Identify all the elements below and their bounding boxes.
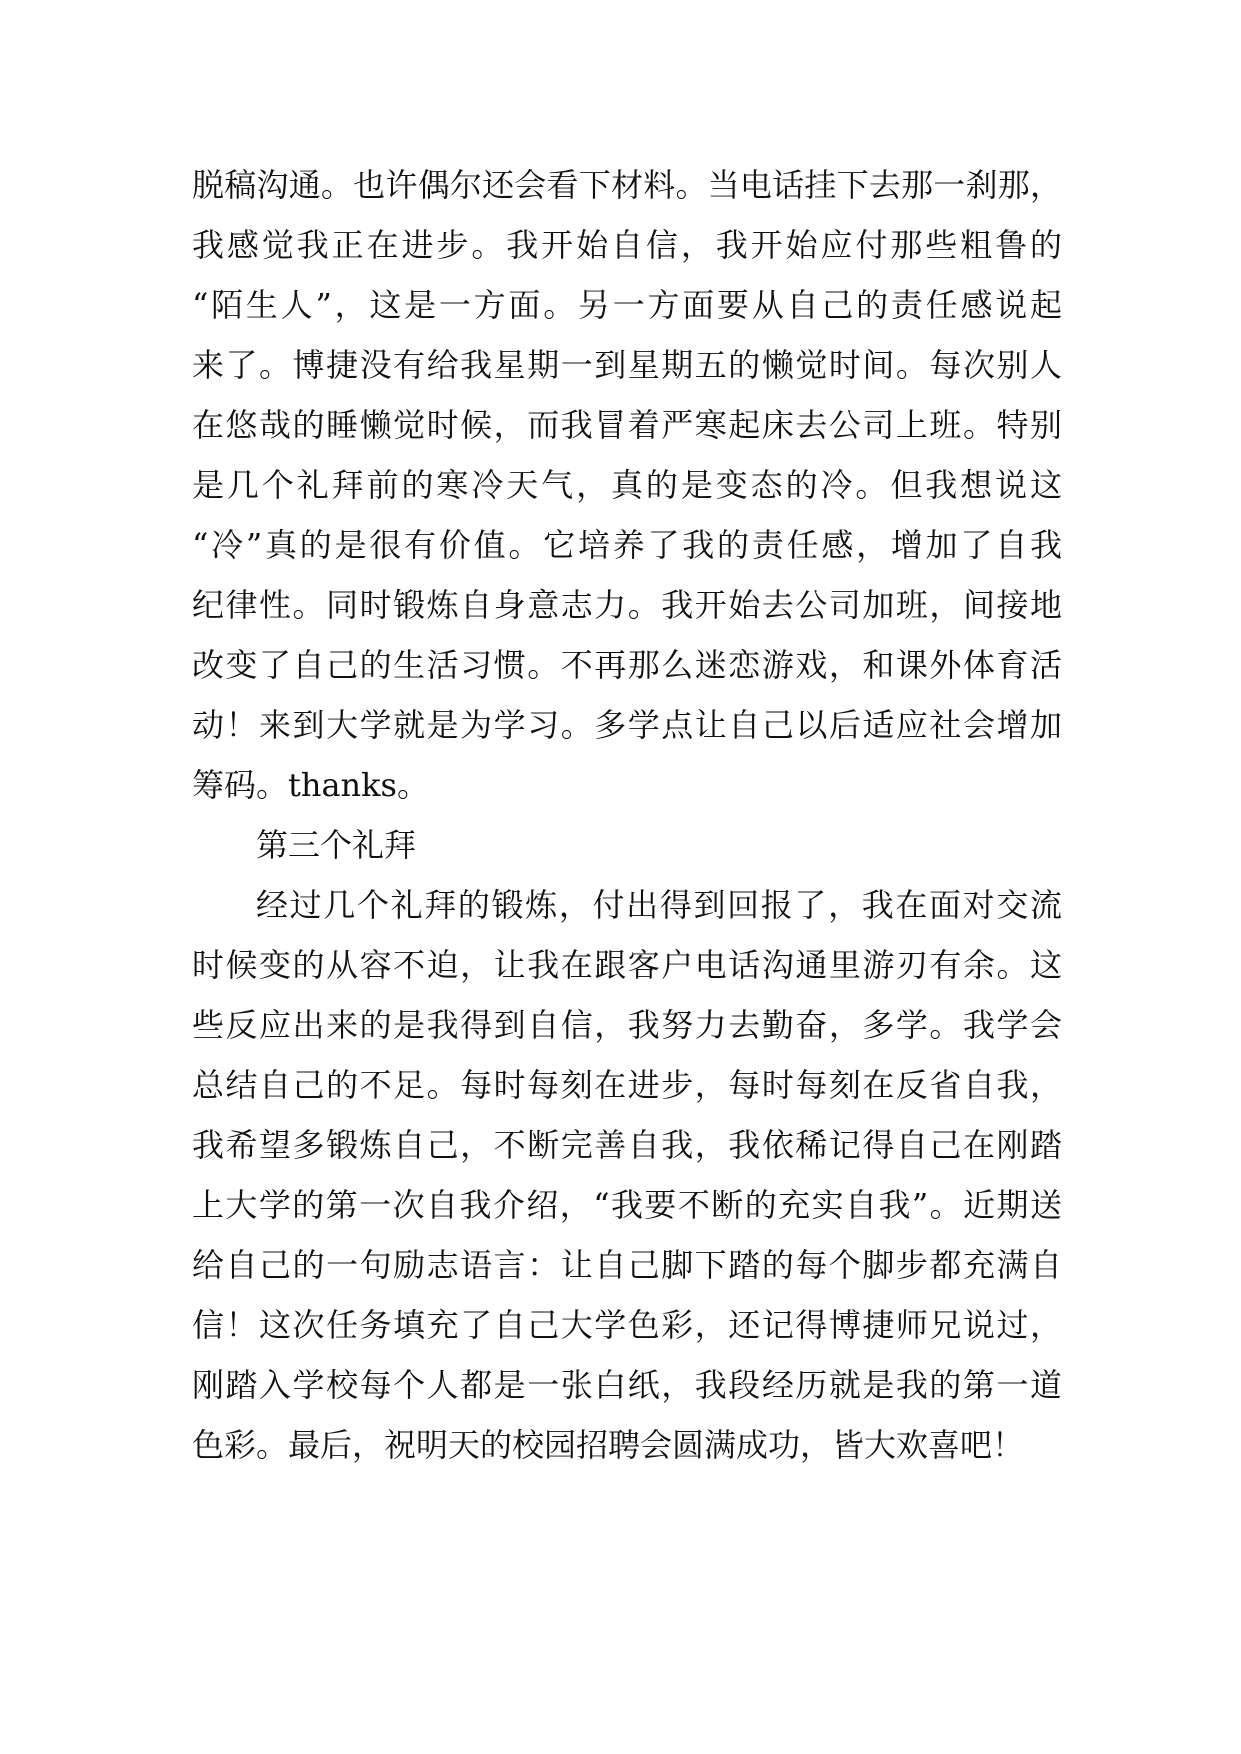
text-line: 我希望多锻炼自己，不断完善自我，我依稀记得自己在刚踏 (192, 1126, 1062, 1164)
text-line: 纪律性。同时锻炼自身意志力。我开始去公司加班，间接地 (192, 586, 1062, 624)
paragraph-1 (192, 155, 1062, 815)
text-line: 我感觉我正在进步。我开始自信，我开始应付那些粗鲁的 (192, 226, 1062, 264)
text-line: 经过几个礼拜的锻炼，付出得到回报了，我在面对交流 (256, 886, 1062, 924)
section-heading: 第三个礼拜 (256, 826, 417, 864)
text-line: 色彩。最后，祝明天的校园招聘会圆满成功，皆大欢喜吧！ (192, 1426, 1025, 1464)
paragraph-2 (192, 875, 1062, 1475)
text-line: 筹码。thanks。 (192, 766, 429, 804)
text-line: 总结自己的不足。每时每刻在进步，每时每刻在反省自我， (192, 1066, 1062, 1104)
text-line: “冷”真的是很有价值。它培养了我的责任感，增加了自我 (192, 526, 1062, 564)
text-line: 时候变的从容不迫，让我在跟客户电话沟通里游刃有余。这 (192, 946, 1062, 984)
text-line: 来了。博捷没有给我星期一到星期五的懒觉时间。每次别人 (192, 346, 1062, 384)
text-line: 些反应出来的是我得到自信，我努力去勤奋，多学。我学会 (192, 1006, 1062, 1044)
text-line: 刚踏入学校每个人都是一张白纸，我段经历就是我的第一道 (192, 1366, 1062, 1404)
text-line: “陌生人”，这是一方面。另一方面要从自己的责任感说起 (192, 286, 1062, 324)
text-line: 改变了自己的生活习惯。不再那么迷恋游戏，和课外体育活 (192, 646, 1062, 684)
text-line: 在悠哉的睡懒觉时候，而我冒着严寒起床去公司上班。特别 (192, 406, 1062, 444)
text-line: 脱稿沟通。也许偶尔还会看下材料。当电话挂下去那一刹那， (192, 166, 1062, 204)
text-line: 上大学的第一次自我介绍，“我要不断的充实自我”。近期送 (192, 1186, 1062, 1224)
text-line: 给自己的一句励志语言：让自己脚下踏的每个脚步都充满自 (192, 1246, 1062, 1284)
text-line: 是几个礼拜前的寒冷天气，真的是变态的冷。但我想说这 (192, 466, 1062, 504)
text-line: 信！这次任务填充了自己大学色彩，还记得博捷师兄说过， (192, 1306, 1062, 1344)
text-line: 动！来到大学就是为学习。多学点让自己以后适应社会增加 (192, 706, 1062, 744)
document-body (192, 155, 1062, 1475)
